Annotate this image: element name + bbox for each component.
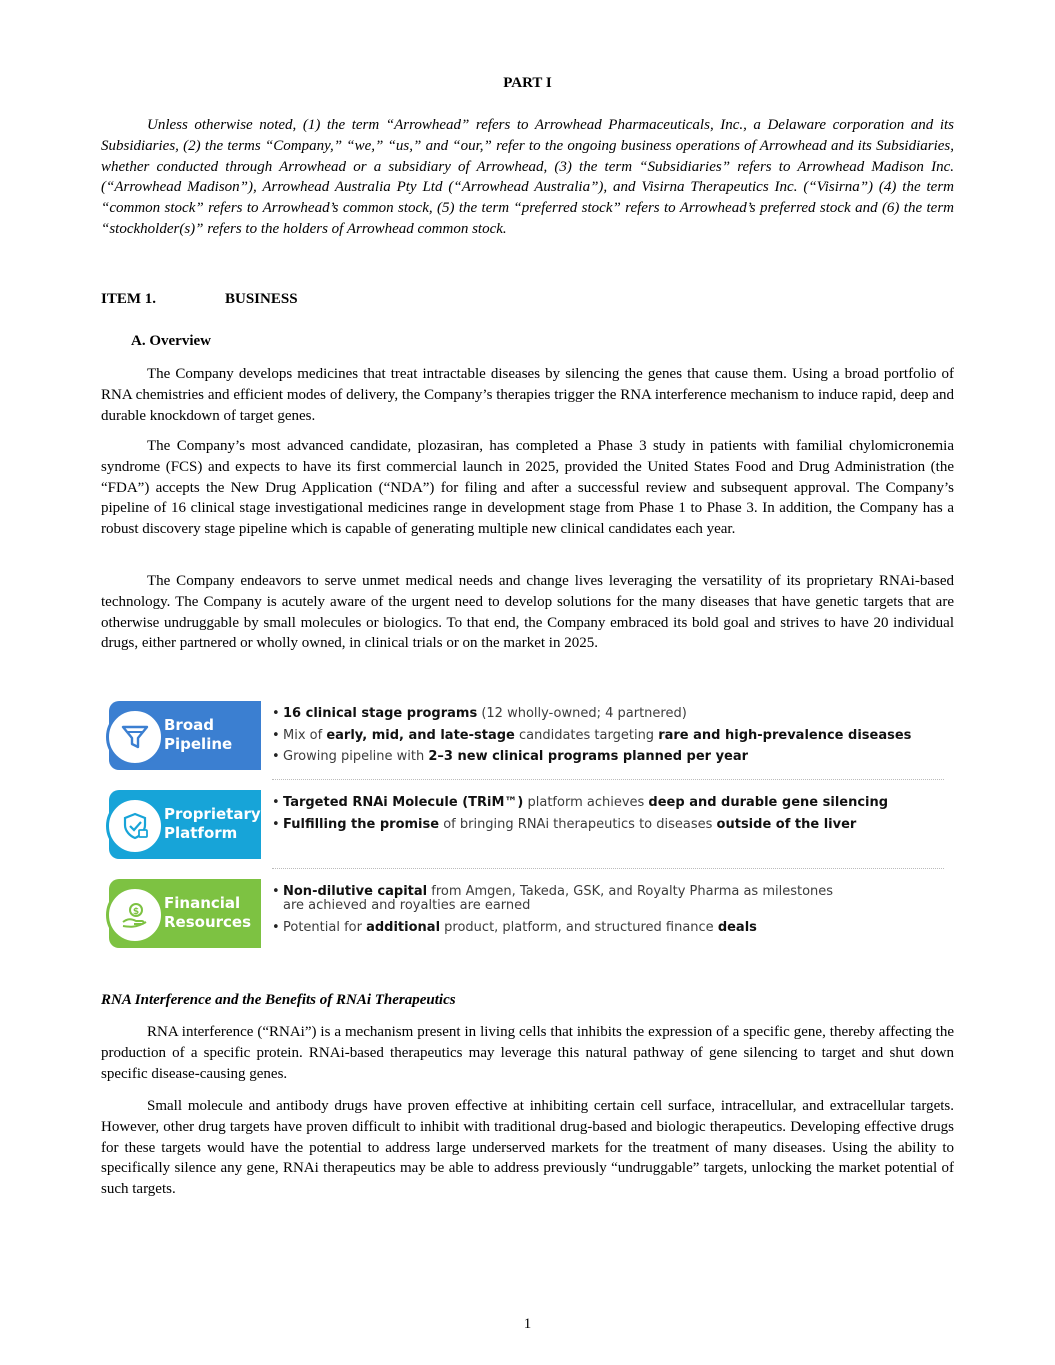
bullet-bold: 16 clinical stage programs [283, 706, 478, 721]
overview-paragraph: The Company develops medicines that treat intractable diseases by silencing the genes that cause them. Using a broad portfolio of RNA chemistries and efficient modes of delivery, the Company’s therapies trigger the RNA interference mechanism to induce rapid, deep and durable knockdown of target genes. [101, 366, 954, 424]
pipeline-label [164, 716, 232, 754]
pipeline-bullets [272, 703, 911, 768]
funnel-icon [106, 708, 164, 766]
highlights-infographic [101, 697, 954, 955]
overview-heading: A. Overview [131, 333, 211, 349]
divider [272, 868, 944, 869]
bullet-text: from Amgen, Takeda, GSK, and Royalty Pharma as milestones [427, 884, 834, 899]
intro-paragraph: Unless otherwise noted, (1) the term “Arrowhead” refers to Arrowhead Pharmaceuticals, Inc., a Delaware corporation and its Subsidiaries, (2) the terms “Company,” “we,” “us,” and “our,” refer to the ongoing business operations of Arrowhead and its Subsidiaries, whether conducted through Arrowhead or a subsidiary of Arrowhead, (3) the term “Subsidiaries” refers to Arrowhead Madison Inc. (“Arrowhead Madison”), Arrowhead Australia Pty Ltd (“Arrowhead Australia”), and Visirna Therapeutics Inc. (“Visirna”) (4) the term “common stock” refers to Arrowhead’s common stock, (5) the term “preferred stock” refers to Arrowhead’s preferred stock and (6) the term “stockholder(s)” refers to the holders of Arrowhead common stock. [101, 117, 954, 237]
bullet-item [272, 725, 911, 747]
platform-label-line2: Platform [164, 824, 238, 842]
financial-label-line1: Financial [164, 894, 241, 912]
bullet-text: Growing pipeline with [283, 749, 429, 764]
bullet-item [272, 746, 911, 768]
rna-paragraph: RNA interference (“RNAi”) is a mechanism present in living cells that inhibits the expression of a specific gene, thereby affecting the production of a specific protein. RNAi-based therapeutics may leverage this natural pathway of gene silencing to target and shut down specific disease-causing genes. [101, 1024, 954, 1082]
bullet-bold: rare and high-prevalence diseases [658, 727, 912, 743]
bullet-bold: deals [717, 919, 757, 935]
pipeline-label-line1: Broad [164, 716, 214, 734]
bullet-bold: Fulfilling the promise [283, 816, 440, 832]
svg-text:$: $ [132, 907, 140, 917]
bullet-item [272, 881, 833, 903]
shield-lock-icon [106, 797, 164, 855]
bullet-bold: additional [366, 919, 441, 935]
bullet-bold: Non-dilutive capital [283, 884, 428, 899]
infographic-row-pipeline [101, 697, 954, 771]
bullet-text: candidates targeting [514, 727, 659, 743]
item-number: ITEM 1. [101, 291, 157, 307]
financial-label-line2: Resources [164, 913, 252, 931]
bullet-item [272, 792, 888, 814]
platform-label [164, 805, 261, 843]
bullet-bold: deep and durable gene silencing [648, 795, 889, 810]
bullet-bold: early, mid, and late-stage [326, 727, 515, 743]
rna-section-heading: RNA Interference and the Benefits of RNAi Therapeutics [101, 992, 456, 1008]
bullet-item [272, 814, 888, 836]
bullet-text: platform achieves [523, 795, 649, 810]
bullet-bold: Targeted RNAi Molecule (TRiM™) [283, 795, 524, 810]
page-number: 1 [523, 1316, 532, 1332]
bullet-continuation: are achieved and royalties are earned [283, 897, 531, 913]
infographic-row-financial [101, 875, 954, 949]
bullet-text: Mix of [283, 727, 327, 743]
bullet-text: of bringing RNAi therapeutics to diseases [439, 816, 717, 832]
financial-label [164, 894, 251, 932]
bullet-bold: 2–3 new clinical programs planned per year [428, 749, 749, 764]
item-title: BUSINESS [225, 291, 298, 307]
item-heading [101, 291, 298, 308]
divider [272, 779, 944, 780]
bullet-item [272, 917, 833, 939]
financial-bullets [272, 881, 833, 938]
platform-label-line1: Proprietary [164, 805, 261, 823]
overview-paragraph: The Company’s most advanced candidate, plozasiran, has completed a Phase 3 study in patients with familial chylomicronemia syndrome (FCS) and expects to have its first commercial launch in 2025, provided the United States Food and Drug Administration (the “FDA”) accepts the New Drug Application (“NDA”) for filing and after a successful review and subsequent approval. The Company’s pipeline of 16 clinical stage investigational medicines range in development stage from Phase 1 to Phase 3. In addition, the Company has a robust discovery stage pipeline which is capable of generating multiple new clinical candidates each year. [101, 438, 954, 538]
bullet-bold: outside of the liver [716, 816, 857, 832]
rna-paragraph: Small molecule and antibody drugs have proven effective at inhibiting certain cell surface, intracellular, and extracellular targets. However, other drug targets have proven difficult to inhibit with traditional drug-based and biologic therapeutics. Developing effective drugs for these targets would have the potential to address large underserved markets for the treatment of many diseases. Using the ability to specifically silence any gene, RNAi therapeutics may be able to address previously “undruggable” targets, unlocking the market potential of such targets. [101, 1098, 954, 1198]
bullet-text: (12 wholly-owned; 4 partnered) [477, 706, 687, 721]
bullet-text: Potential for [283, 919, 367, 935]
pipeline-label-line2: Pipeline [164, 735, 233, 753]
platform-bullets [272, 792, 888, 835]
part-title: PART I [503, 75, 552, 91]
bullet-item [272, 703, 911, 725]
infographic-row-platform [101, 786, 954, 860]
overview-paragraph: The Company endeavors to serve unmet medical needs and change lives leveraging the versatility of its proprietary RNAi-based technology. The Company is acutely aware of the urgent need to develop solutions for the many diseases that have genetic targets that are otherwise undruggable by small molecules or biologics. To that end, the Company embraced its bold goal and strives to have 20 individual drugs, either partnered or wholly owned, in clinical trials or on the market in 2025. [101, 573, 954, 652]
money-hand-icon [106, 886, 164, 944]
bullet-text: product, platform, and structured finance [440, 919, 718, 935]
